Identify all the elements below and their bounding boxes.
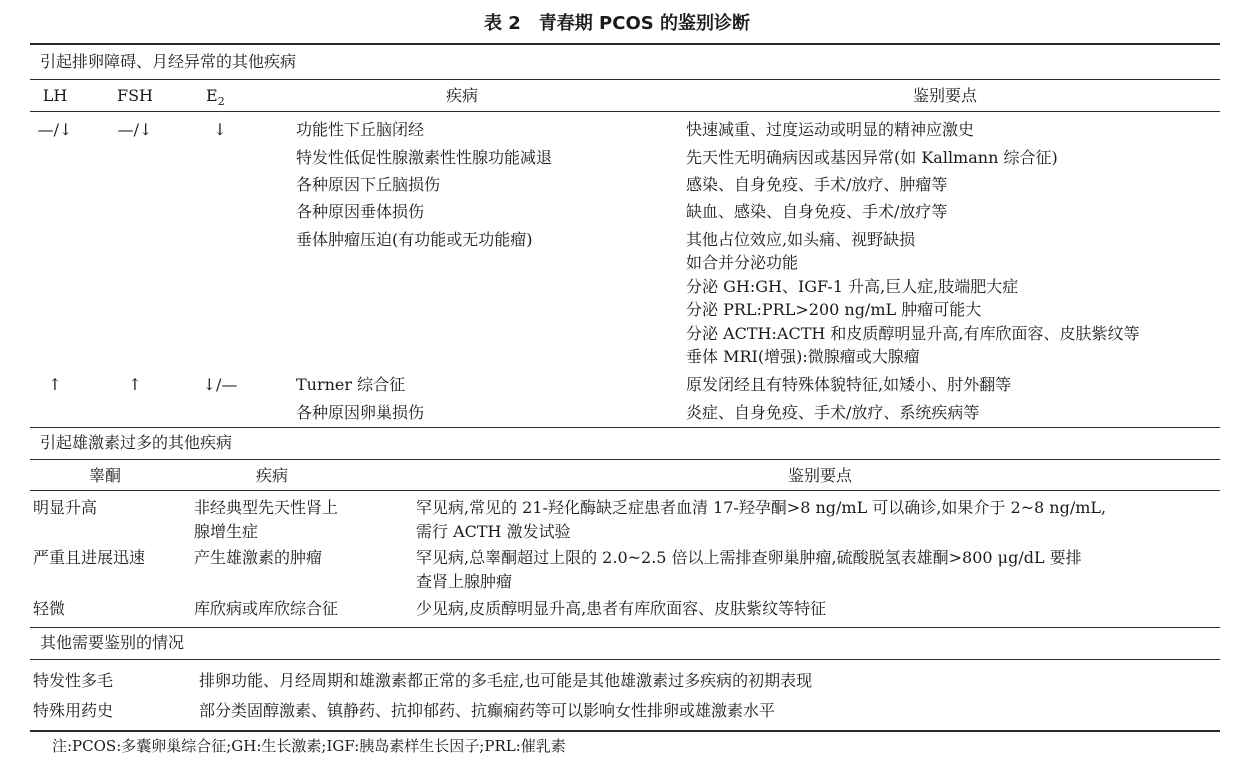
fsh-value: ↑ xyxy=(128,375,142,394)
col-header-disease: 疾病 xyxy=(255,466,288,485)
point-item: 少见病,皮质醇明显升高,患者有库欣面容、皮肤紫纹等特征 xyxy=(416,599,827,618)
disease-item: 产生雄激素的肿瘤 xyxy=(194,548,323,567)
disease-item: 库欣病或库欣综合征 xyxy=(194,599,339,618)
top-rule xyxy=(30,43,1220,45)
condition-text: 部分类固醇激素、镇静药、抗抑郁药、抗癫痫药等可以影响女性排卵或雄激素水平 xyxy=(199,701,776,720)
bottom-rule xyxy=(30,730,1220,732)
disease-item: 腺增生症 xyxy=(194,522,259,541)
disease-item: 非经典型先天性肾上 xyxy=(194,498,339,517)
point-item: 罕见病,常见的 21-羟化酶缺乏症患者血清 17-羟孕酮>8 ng/mL 可以确诊,如果介于 2~8 ng/mL, xyxy=(416,498,1107,517)
disease-item: 特发性低促性腺激素性性腺功能减退 xyxy=(296,148,553,167)
lh-value: ↑ xyxy=(48,375,62,394)
point-item: 快速减重、过度运动或明显的精神应激史 xyxy=(686,120,975,139)
point-item: 需行 ACTH 激发试验 xyxy=(416,522,571,541)
rule xyxy=(30,490,1220,491)
disease-item: 各种原因垂体损伤 xyxy=(296,202,425,221)
testosterone-level: 严重且进展迅速 xyxy=(33,548,146,567)
section-heading: 其他需要鉴别的情况 xyxy=(40,633,185,652)
col-header-lh: LH xyxy=(42,86,68,105)
col-header-testosterone: 睾酮 xyxy=(88,466,121,485)
point-item: 分泌 PRL:PRL>200 ng/mL 肿瘤可能大 xyxy=(686,300,982,319)
point-item: 原发闭经且有特殊体貌特征,如矮小、肘外翻等 xyxy=(686,375,1012,394)
point-item: 感染、自身免疫、手术/放疗、肿瘤等 xyxy=(686,175,948,194)
point-item: 先天性无明确病因或基因异常(如 Kallmann 综合征) xyxy=(686,148,1058,167)
point-item: 分泌 ACTH:ACTH 和皮质醇明显升高,有库欣面容、皮肤紫纹等 xyxy=(686,324,1140,343)
col-header-fsh: FSH xyxy=(116,86,153,105)
rule xyxy=(30,659,1220,660)
col-header-points: 鉴别要点 xyxy=(912,86,977,105)
disease-item: Turner 综合征 xyxy=(296,375,406,394)
disease-item: 各种原因卵巢损伤 xyxy=(296,403,425,422)
e2-value: ↓ xyxy=(213,120,227,139)
disease-item: 垂体肿瘤压迫(有功能或无功能瘤) xyxy=(296,230,533,249)
col-header-points: 鉴别要点 xyxy=(787,466,852,485)
point-item: 如合并分泌功能 xyxy=(686,253,799,272)
point-item: 罕见病,总睾酮超过上限的 2.0~2.5 倍以上需排查卵巢肿瘤,硫酸脱氢表雄酮>800 μg/dL 要排 xyxy=(416,548,1082,567)
col-header-disease: 疾病 xyxy=(445,86,478,105)
fsh-value: —/↓ xyxy=(117,120,153,139)
testosterone-level: 轻微 xyxy=(33,599,66,618)
e2-subscript: 2 xyxy=(217,95,225,109)
point-item: 其他占位效应,如头痛、视野缺损 xyxy=(686,230,916,249)
rule xyxy=(30,427,1220,428)
disease-item: 功能性下丘脑闭经 xyxy=(296,120,425,139)
lh-value: —/↓ xyxy=(37,120,73,139)
point-item: 垂体 MRI(增强):微腺瘤或大腺瘤 xyxy=(686,347,920,366)
condition-text: 排卵功能、月经周期和雄激素都正常的多毛症,也可能是其他雄激素过多疾病的初期表现 xyxy=(199,671,813,690)
rule xyxy=(30,459,1220,460)
footnote: 注:PCOS:多囊卵巢综合征;GH:生长激素;IGF:胰岛素样生长因子;PRL:催乳素 xyxy=(52,737,566,755)
point-item: 分泌 GH:GH、IGF-1 升高,巨人症,肢端肥大症 xyxy=(686,277,1019,296)
e2-label: E xyxy=(206,86,218,105)
testosterone-level: 明显升高 xyxy=(33,498,98,517)
point-item: 查肾上腺肿瘤 xyxy=(416,572,513,591)
section-heading: 引起雄激素过多的其他疾病 xyxy=(40,433,233,452)
condition-label: 特殊用药史 xyxy=(33,701,114,720)
condition-label: 特发性多毛 xyxy=(33,671,114,690)
section-heading: 引起排卵障碍、月经异常的其他疾病 xyxy=(40,52,297,71)
point-item: 缺血、感染、自身免疫、手术/放疗等 xyxy=(686,202,948,221)
rule xyxy=(30,627,1220,628)
e2-value: ↓/— xyxy=(202,375,238,394)
table-title: 表 2 青春期 PCOS 的鉴别诊断 xyxy=(484,13,750,34)
point-item: 炎症、自身免疫、手术/放疗、系统疾病等 xyxy=(686,403,980,422)
rule xyxy=(30,79,1220,80)
col-header-e2 xyxy=(206,86,225,112)
disease-item: 各种原因下丘脑损伤 xyxy=(296,175,441,194)
